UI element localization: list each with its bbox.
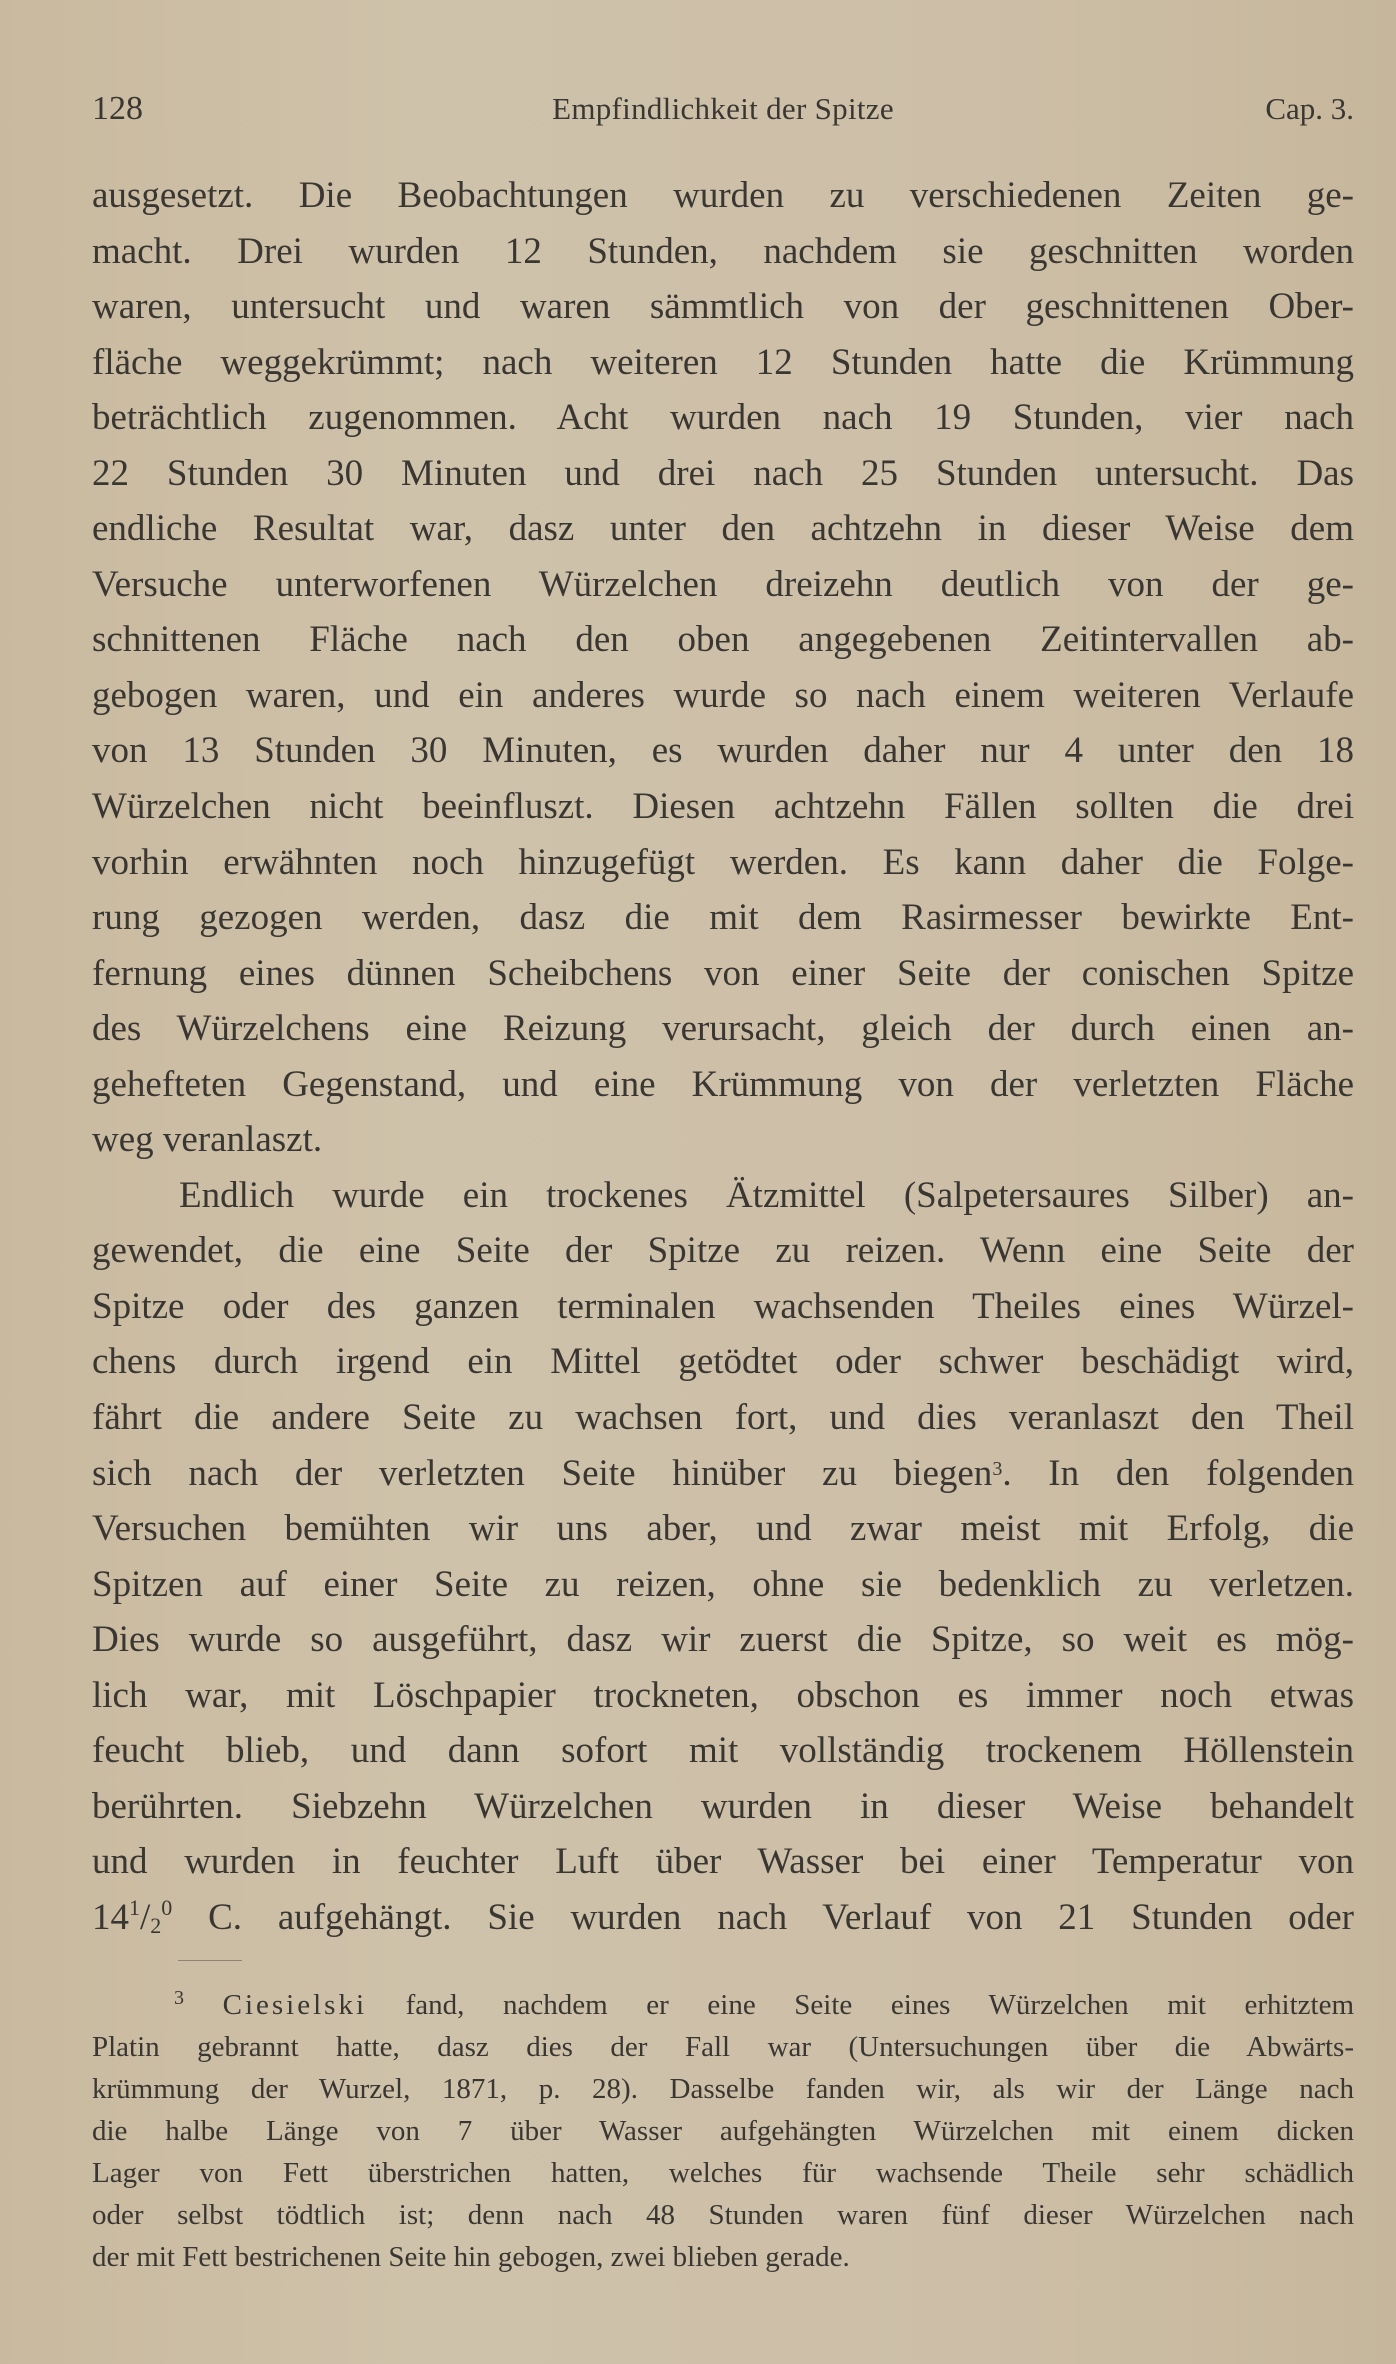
text-line: fährt die andere Seite zu wachsen fort, und dies veranlaszt den Theil bbox=[92, 1397, 1354, 1439]
text-line: berührten. Siebzehn Würzelchen wurden in dieser Weise behandelt bbox=[92, 1785, 1354, 1827]
fraction-denominator: 2 bbox=[150, 1912, 162, 1938]
footnote-line: krümmung der Wurzel, 1871, p. 28). Dasselbe fanden wir, als wir der Länge nach bbox=[92, 2073, 1354, 2105]
text-line: feucht blieb, und dann sofort mit vollständig trockenem Höllenstein bbox=[92, 1730, 1354, 1772]
text-line: chens durch irgend ein Mittel getödtet oder schwer beschädigt wird, bbox=[92, 1341, 1354, 1383]
footnote-line: Platin gebrannt hatte, dasz dies der Fall war (Untersuchungen über die Abwärts- bbox=[92, 2031, 1354, 2063]
text-line: Versuchen bemühten wir uns aber, und zwar meist mit Erfolg, die bbox=[92, 1508, 1354, 1550]
text-segment: sich nach der verletzten Seite hinüber zu biegen bbox=[92, 1452, 993, 1494]
text-line: 22 Stunden 30 Minuten und drei nach 25 Stunden untersucht. Das bbox=[92, 452, 1354, 494]
text-line: und wurden in feuchter Luft über Wasser bei einer Temperatur von bbox=[92, 1841, 1354, 1883]
chapter-label: Cap. 3. bbox=[1265, 91, 1354, 126]
footnote bbox=[92, 1984, 1354, 2278]
footnote-marker: 3 bbox=[174, 1987, 184, 2009]
text-line: weg veranlaszt. bbox=[92, 1119, 323, 1161]
fraction-slash: / bbox=[140, 1896, 151, 1938]
text-line: rung gezogen werden, dasz die mit dem Rasirmesser bewirkte Ent- bbox=[92, 897, 1354, 939]
text-line: Spitze oder des ganzen terminalen wachsenden Theiles eines Würzel- bbox=[92, 1285, 1354, 1327]
running-title: Empfindlichkeit der Spitze bbox=[552, 91, 894, 126]
text-line: gewendet, die eine Seite der Spitze zu reizen. Wenn eine Seite der bbox=[92, 1230, 1354, 1272]
text-line: macht. Drei wurden 12 Stunden, nachdem sie geschnitten worden bbox=[92, 230, 1354, 272]
text-line: Endlich wurde ein trockenes Ätzmittel (Salpetersaures Silber) an- bbox=[179, 1174, 1354, 1216]
body-text bbox=[92, 168, 1354, 1946]
text-segment: C. aufgehängt. Sie wurden nach Verlauf von 21 Stunden oder bbox=[208, 1896, 1354, 1938]
degree-sign: 0 bbox=[161, 1894, 173, 1920]
text-line: gebogen waren, und ein anderes wurde so nach einem weiteren Verlaufe bbox=[92, 674, 1354, 716]
page-number: 128 bbox=[92, 90, 143, 127]
footnote-author: Ciesielski bbox=[222, 1989, 367, 2021]
text-line: lich war, mit Löschpapier trockneten, obschon es immer noch etwas bbox=[92, 1674, 1354, 1716]
text-line: beträchtlich zugenommen. Acht wurden nach 19 Stunden, vier nach bbox=[92, 397, 1354, 439]
footnote-line: die halbe Länge von 7 über Wasser aufgehängten Würzelchen mit einem dicken bbox=[92, 2115, 1354, 2147]
text-line: schnittenen Fläche nach den oben angegebenen Zeitintervallen ab- bbox=[92, 619, 1354, 661]
text-line: von 13 Stunden 30 Minuten, es wurden daher nur 4 unter den 18 bbox=[92, 730, 1354, 772]
footnote-reference[interactable]: 3 bbox=[992, 1457, 1003, 1480]
text-line: ausgesetzt. Die Beobachtungen wurden zu verschiedenen Zeiten ge- bbox=[92, 175, 1354, 216]
text-line: Würzelchen nicht beeinfluszt. Diesen achtzehn Fällen sollten die drei bbox=[92, 786, 1354, 828]
footnote-line: Lager von Fett überstrichen hatten, welches für wachsende Theile sehr schädlich bbox=[92, 2157, 1354, 2189]
text-line bbox=[92, 1890, 1354, 1946]
footnote-line: der mit Fett bestrichenen Seite hin gebogen, zwei blieben gerade. bbox=[92, 2241, 850, 2273]
text-segment: . In den folgenden bbox=[1002, 1452, 1354, 1494]
temperature-value: 14 bbox=[92, 1896, 129, 1938]
text-segment: fand, nachdem er eine Seite eines Würzelchen mit erhitztem bbox=[367, 1989, 1354, 2021]
text-line: gehefteten Gegenstand, und eine Krümmung von der verletzten Fläche bbox=[92, 1063, 1354, 1105]
footnote-line: oder selbst tödtlich ist; denn nach 48 Stunden waren fünf dieser Würzelchen nach bbox=[92, 2199, 1354, 2231]
text-line: endliche Resultat war, dasz unter den achtzehn in dieser Weise dem bbox=[92, 508, 1354, 550]
text-line: vorhin erwähnten noch hinzugefügt werden. Es kann daher die Folge- bbox=[92, 841, 1354, 883]
text-line: des Würzelchens eine Reizung verursacht, gleich der durch einen an- bbox=[92, 1008, 1354, 1050]
text-line: Spitzen auf einer Seite zu reizen, ohne sie bedenklich zu verletzen. bbox=[92, 1563, 1354, 1605]
footnote-line bbox=[92, 1984, 1354, 2026]
page-header bbox=[92, 84, 1354, 134]
fraction-numerator: 1 bbox=[129, 1894, 140, 1920]
text-line: Versuche unterworfenen Würzelchen dreizehn deutlich von der ge- bbox=[92, 563, 1354, 605]
text-line: waren, untersucht und waren sämmtlich von der geschnittenen Ober- bbox=[92, 286, 1354, 328]
text-line: Dies wurde so ausgeführt, dasz wir zuerst die Spitze, so weit es mög- bbox=[92, 1619, 1354, 1661]
text-line: fernung eines dünnen Scheibchens von einer Seite der conischen Spitze bbox=[92, 952, 1354, 994]
footnote-divider bbox=[178, 1960, 242, 1961]
text-line bbox=[92, 1446, 1354, 1502]
text-line: fläche weggekrümmt; nach weiteren 12 Stunden hatte die Krümmung bbox=[92, 341, 1354, 383]
